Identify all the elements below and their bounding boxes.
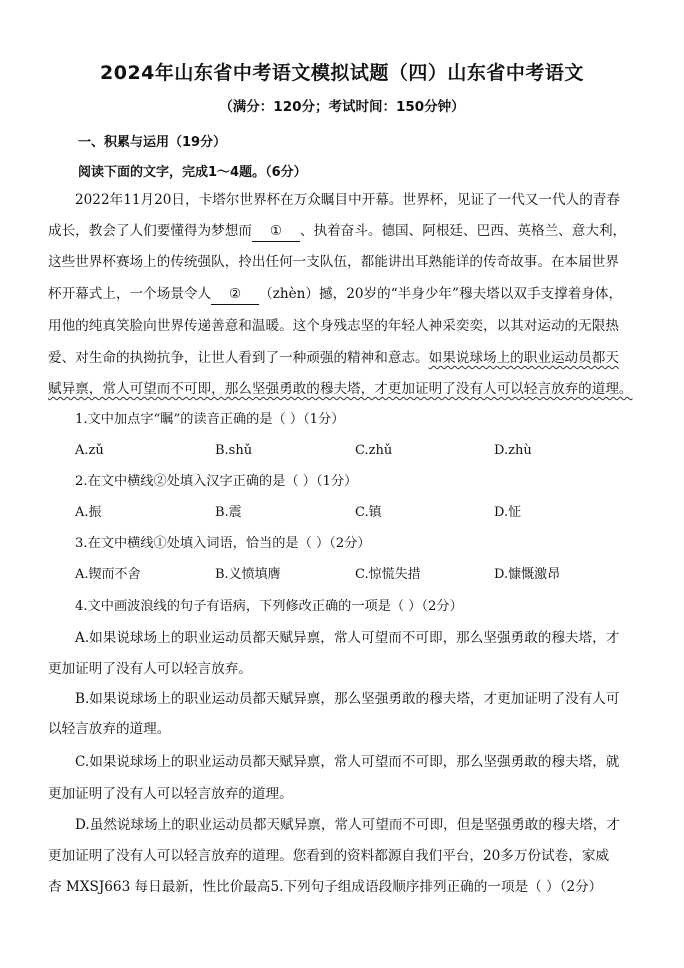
- passage-line-2: [48, 221, 640, 242]
- q2-option-a: A.振: [75, 505, 102, 520]
- passage-line-6: [48, 348, 640, 368]
- q2-option-d: D.怔: [494, 505, 522, 520]
- passage-text: 爱、对生命的执拗抗争，让世人看到了一种顽强的精神和意志。: [48, 350, 429, 366]
- wavy-sentence: 如果说球场上的职业运动员都天: [428, 350, 619, 366]
- passage-line-5: 用他的纯真笑脸向世界传递善意和温暖。这个身残志坚的年轻人神采奕奕，以其对运动的无限热: [48, 318, 619, 334]
- q1-option-d: D.zhù: [494, 443, 532, 458]
- question-3: 3.在文中横线①处填入词语，恰当的是（ ）（2分）: [75, 536, 371, 551]
- q2-option-c: C.镇: [355, 505, 382, 520]
- q4-option-b-line-1: B.如果说球场上的职业运动员都天赋异禀，那么坚强勇敢的穆夫塔，才更加证明了没有人可: [75, 691, 620, 707]
- blank-2: ②: [211, 284, 259, 305]
- passage-line-7: 赋异禀，常人可望而不可即，那么坚强勇敢的穆夫塔，才更加证明了没有人可以轻言放弃的道理。: [48, 381, 633, 397]
- q4-option-c-line-1: C.如果说球场上的职业运动员都天赋异禀，常人可望而不可即，那么坚强勇敢的穆夫塔，就: [75, 754, 620, 770]
- q3-option-b: B.义愤填膺: [215, 567, 281, 582]
- q4-option-a-line-2: 更加证明了没有人可以轻言放弃。: [48, 661, 252, 677]
- section-heading: 一、积累与运用（19分）: [78, 135, 227, 150]
- passage-line-1: 2022年11月20日，卡塔尔世界杯在万众瞩目中开幕。世界杯，见证了一代又一代人的青春: [75, 192, 620, 208]
- q3-option-a: A.锲而不舍: [75, 567, 141, 582]
- q4-option-a-line-1: A.如果说球场上的职业运动员都天赋异禀，常人可望而不可即，那么坚强勇敢的穆夫塔，才: [75, 630, 620, 646]
- page-subtitle: （满分：120分；考试时间：150分钟）: [219, 99, 465, 115]
- passage-line-3: 这些世界杯赛场上的传统强队，拎出任何一支队伍，都能讲出耳熟能详的传奇故事。在本届世界: [48, 254, 619, 270]
- q4-option-d-line-2: 更加证明了没有人可以轻言放弃的道理。您看到的资料都源自我们平台，20多万份试卷，家威: [48, 848, 610, 864]
- question-2: 2.在文中横线②处填入汉字正确的是（ ）（1分）: [75, 474, 358, 489]
- passage-line-4: [48, 284, 640, 305]
- passage-text: 、执着奋斗。德国、阿根廷、巴西、英格兰、意大利，: [299, 223, 627, 239]
- blank-1: ①: [252, 221, 300, 242]
- q4-option-b-line-2: 以轻言放弃的道理。: [48, 721, 171, 737]
- q4-option-c-line-2: 更加证明了没有人可以轻言放弃的道理。: [48, 786, 293, 802]
- reading-instruction: 阅读下面的文字，完成1～4题。（6分）: [78, 165, 307, 180]
- q4-option-d-line-3: 杏 MXSJ663 每日最新，性比价最高5.下列句子组成语段顺序排列正确的一项是（ ）（2分）: [48, 879, 603, 895]
- q3-option-d: D.慷慨激昂: [494, 567, 561, 582]
- question-1: 1.文中加点字“瞩”的读音正确的是（ ）（1分）: [75, 412, 345, 427]
- question-4: 4.文中画波浪线的句子有语病，下列修改正确的一项是（ ）（2分）: [75, 599, 463, 614]
- page-title: 2024年山东省中考语文模拟试题（四）山东省中考语文: [100, 62, 584, 84]
- q2-option-b: B.震: [215, 505, 242, 520]
- passage-text: 成长，教会了人们要懂得为梦想而: [48, 223, 252, 239]
- q1-option-c: C.zhǔ: [355, 443, 393, 458]
- q1-option-b: B.shǔ: [215, 443, 253, 458]
- passage-text: 杯开幕式上，一个场景令人: [48, 286, 212, 302]
- passage-text: （zhèn）撼，20岁的“半身少年”穆夫塔以双手支撑着身体，: [259, 286, 623, 302]
- q4-option-d-line-1: D.虽然说球场上的职业运动员都天赋异禀，常人可望而不可即，但是坚强勇敢的穆夫塔，才: [75, 817, 620, 833]
- q3-option-c: C.惊慌失措: [355, 567, 421, 582]
- q1-option-a: A.zǔ: [75, 443, 104, 458]
